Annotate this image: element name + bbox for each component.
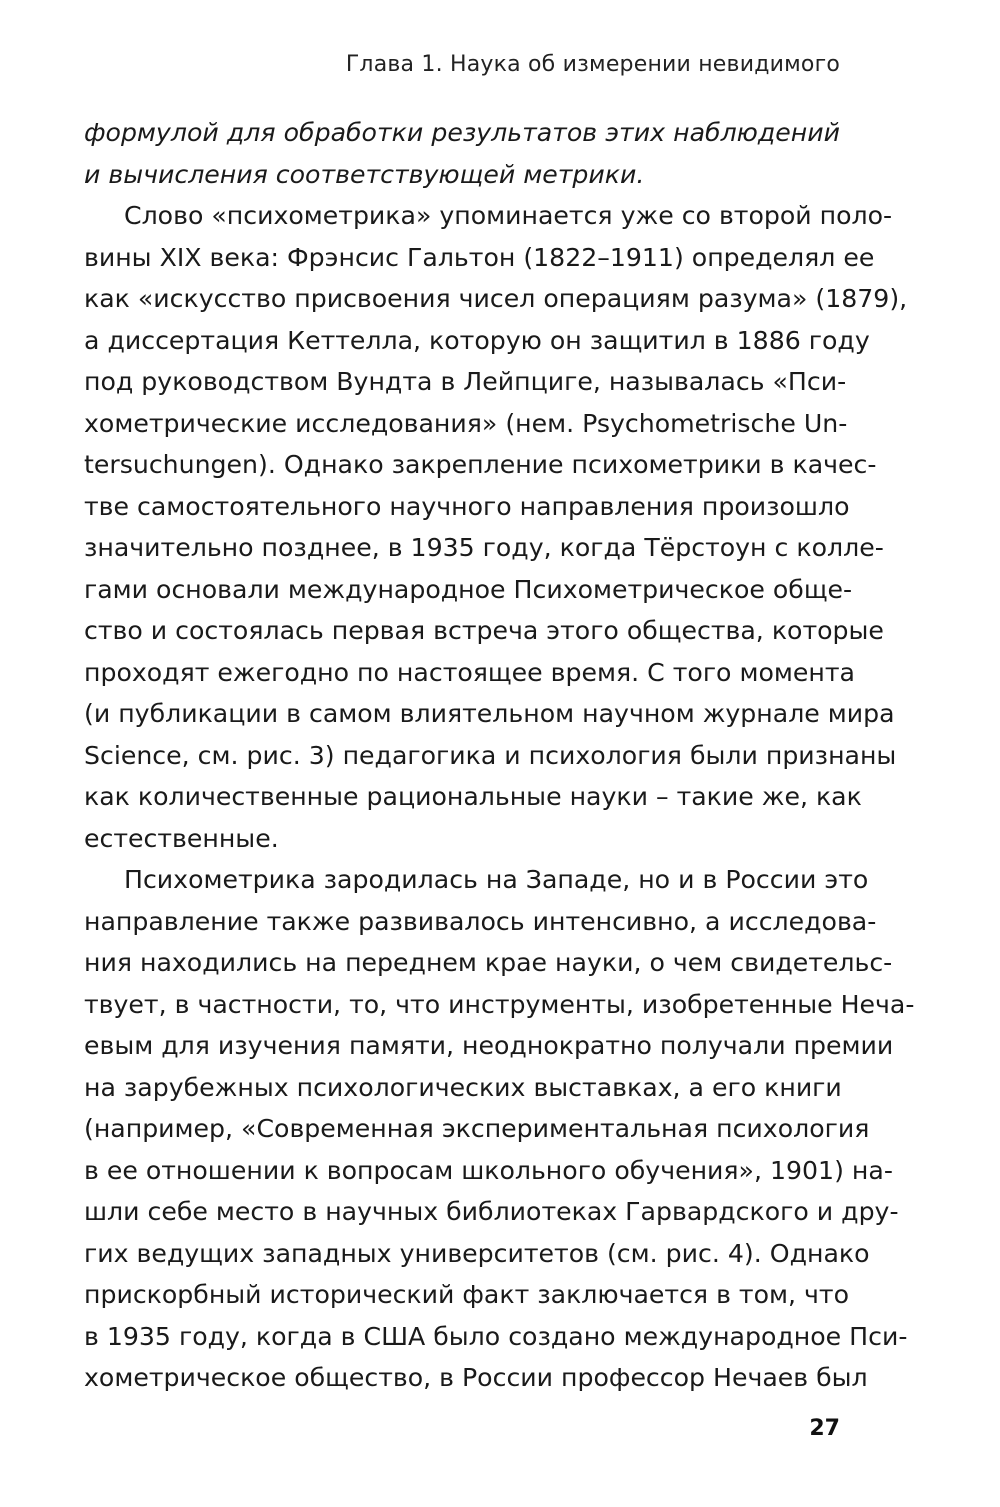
text-line: ния находились на переднем крае науки, о чем свидетельс- (84, 948, 893, 977)
body-text (84, 112, 915, 1399)
text-line: гами основали международное Психометрическое обще- (84, 574, 853, 604)
text-line: (и публикации в самом влиятельном научном журнале мира (84, 699, 895, 728)
text-line: в 1935 году, когда в США было создано международное Пси- (84, 1321, 908, 1351)
paragraph (84, 112, 840, 195)
text-line: проходят ежегодно по настоящее время. С того момента (84, 657, 855, 687)
paragraph (84, 859, 915, 1399)
text-line: под руководством Вундта в Лейпциге, называлась «Пси- (84, 367, 847, 396)
text-line: как «искусство присвоения чисел операциям разума» (1879), (84, 284, 908, 313)
text-line: гих ведущих западных университетов (см. рис. 4). Однако (84, 1238, 870, 1268)
text-line: направление также развивалось интенсивно, а исследова- (84, 906, 877, 936)
text-line: прискорбный исторический факт заключается в том, что (84, 1280, 849, 1309)
text-line: естественные. (84, 823, 279, 853)
page-number: 27 (809, 1416, 840, 1441)
paragraph (84, 195, 908, 859)
text-line: хометрические исследования» (нем. Psychometrische Un- (84, 408, 848, 438)
text-line: Психометрика зародилась на Западе, но и в России это (124, 865, 869, 894)
running-head: Глава 1. Наука об измерении невидимого (345, 52, 840, 77)
text-line: твует, в частности, то, что инструменты, изобретенные Неча- (84, 989, 915, 1019)
text-line: Слово «психометрика» упоминается уже со второй поло- (124, 201, 893, 230)
text-line: а диссертация Кеттелла, которую он защитил в 1886 году (84, 325, 870, 355)
text-line: ство и состоялась первая встреча этого общества, которые (84, 616, 884, 645)
text-line: вины XIX века: Фрэнсис Гальтон (1822–1911) определял ее (84, 242, 875, 272)
text-line: tersuchungen). Однако закрепление психометрики в качес- (84, 450, 877, 479)
text-line: шли себе место в научных библиотеках Гарвардского и дру- (84, 1197, 899, 1226)
text-line: хометрическое общество, в России профессор Нечаев был (84, 1363, 868, 1392)
text-line: и вычисления соответствующей метрики. (84, 159, 645, 189)
text-line: тве самостоятельного научного направления произошло (84, 491, 850, 521)
text-line: евым для изучения памяти, неоднократно получали премии (84, 1031, 894, 1060)
text-line: (например, «Современная экспериментальная психология (84, 1114, 870, 1143)
text-line: как количественные рациональные науки – такие же, как (84, 782, 862, 811)
text-line: формулой для обработки результатов этих наблюдений (84, 118, 840, 147)
text-line: в ее отношении к вопросам школьного обучения», 1901) на- (84, 1155, 893, 1185)
text-line: на зарубежных психологических выставках, а его книги (84, 1072, 842, 1102)
text-line: Science, см. рис. 3) педагогика и психология были признаны (84, 740, 897, 770)
text-line: значительно позднее, в 1935 году, когда Тёрстоун с колле- (84, 533, 884, 562)
